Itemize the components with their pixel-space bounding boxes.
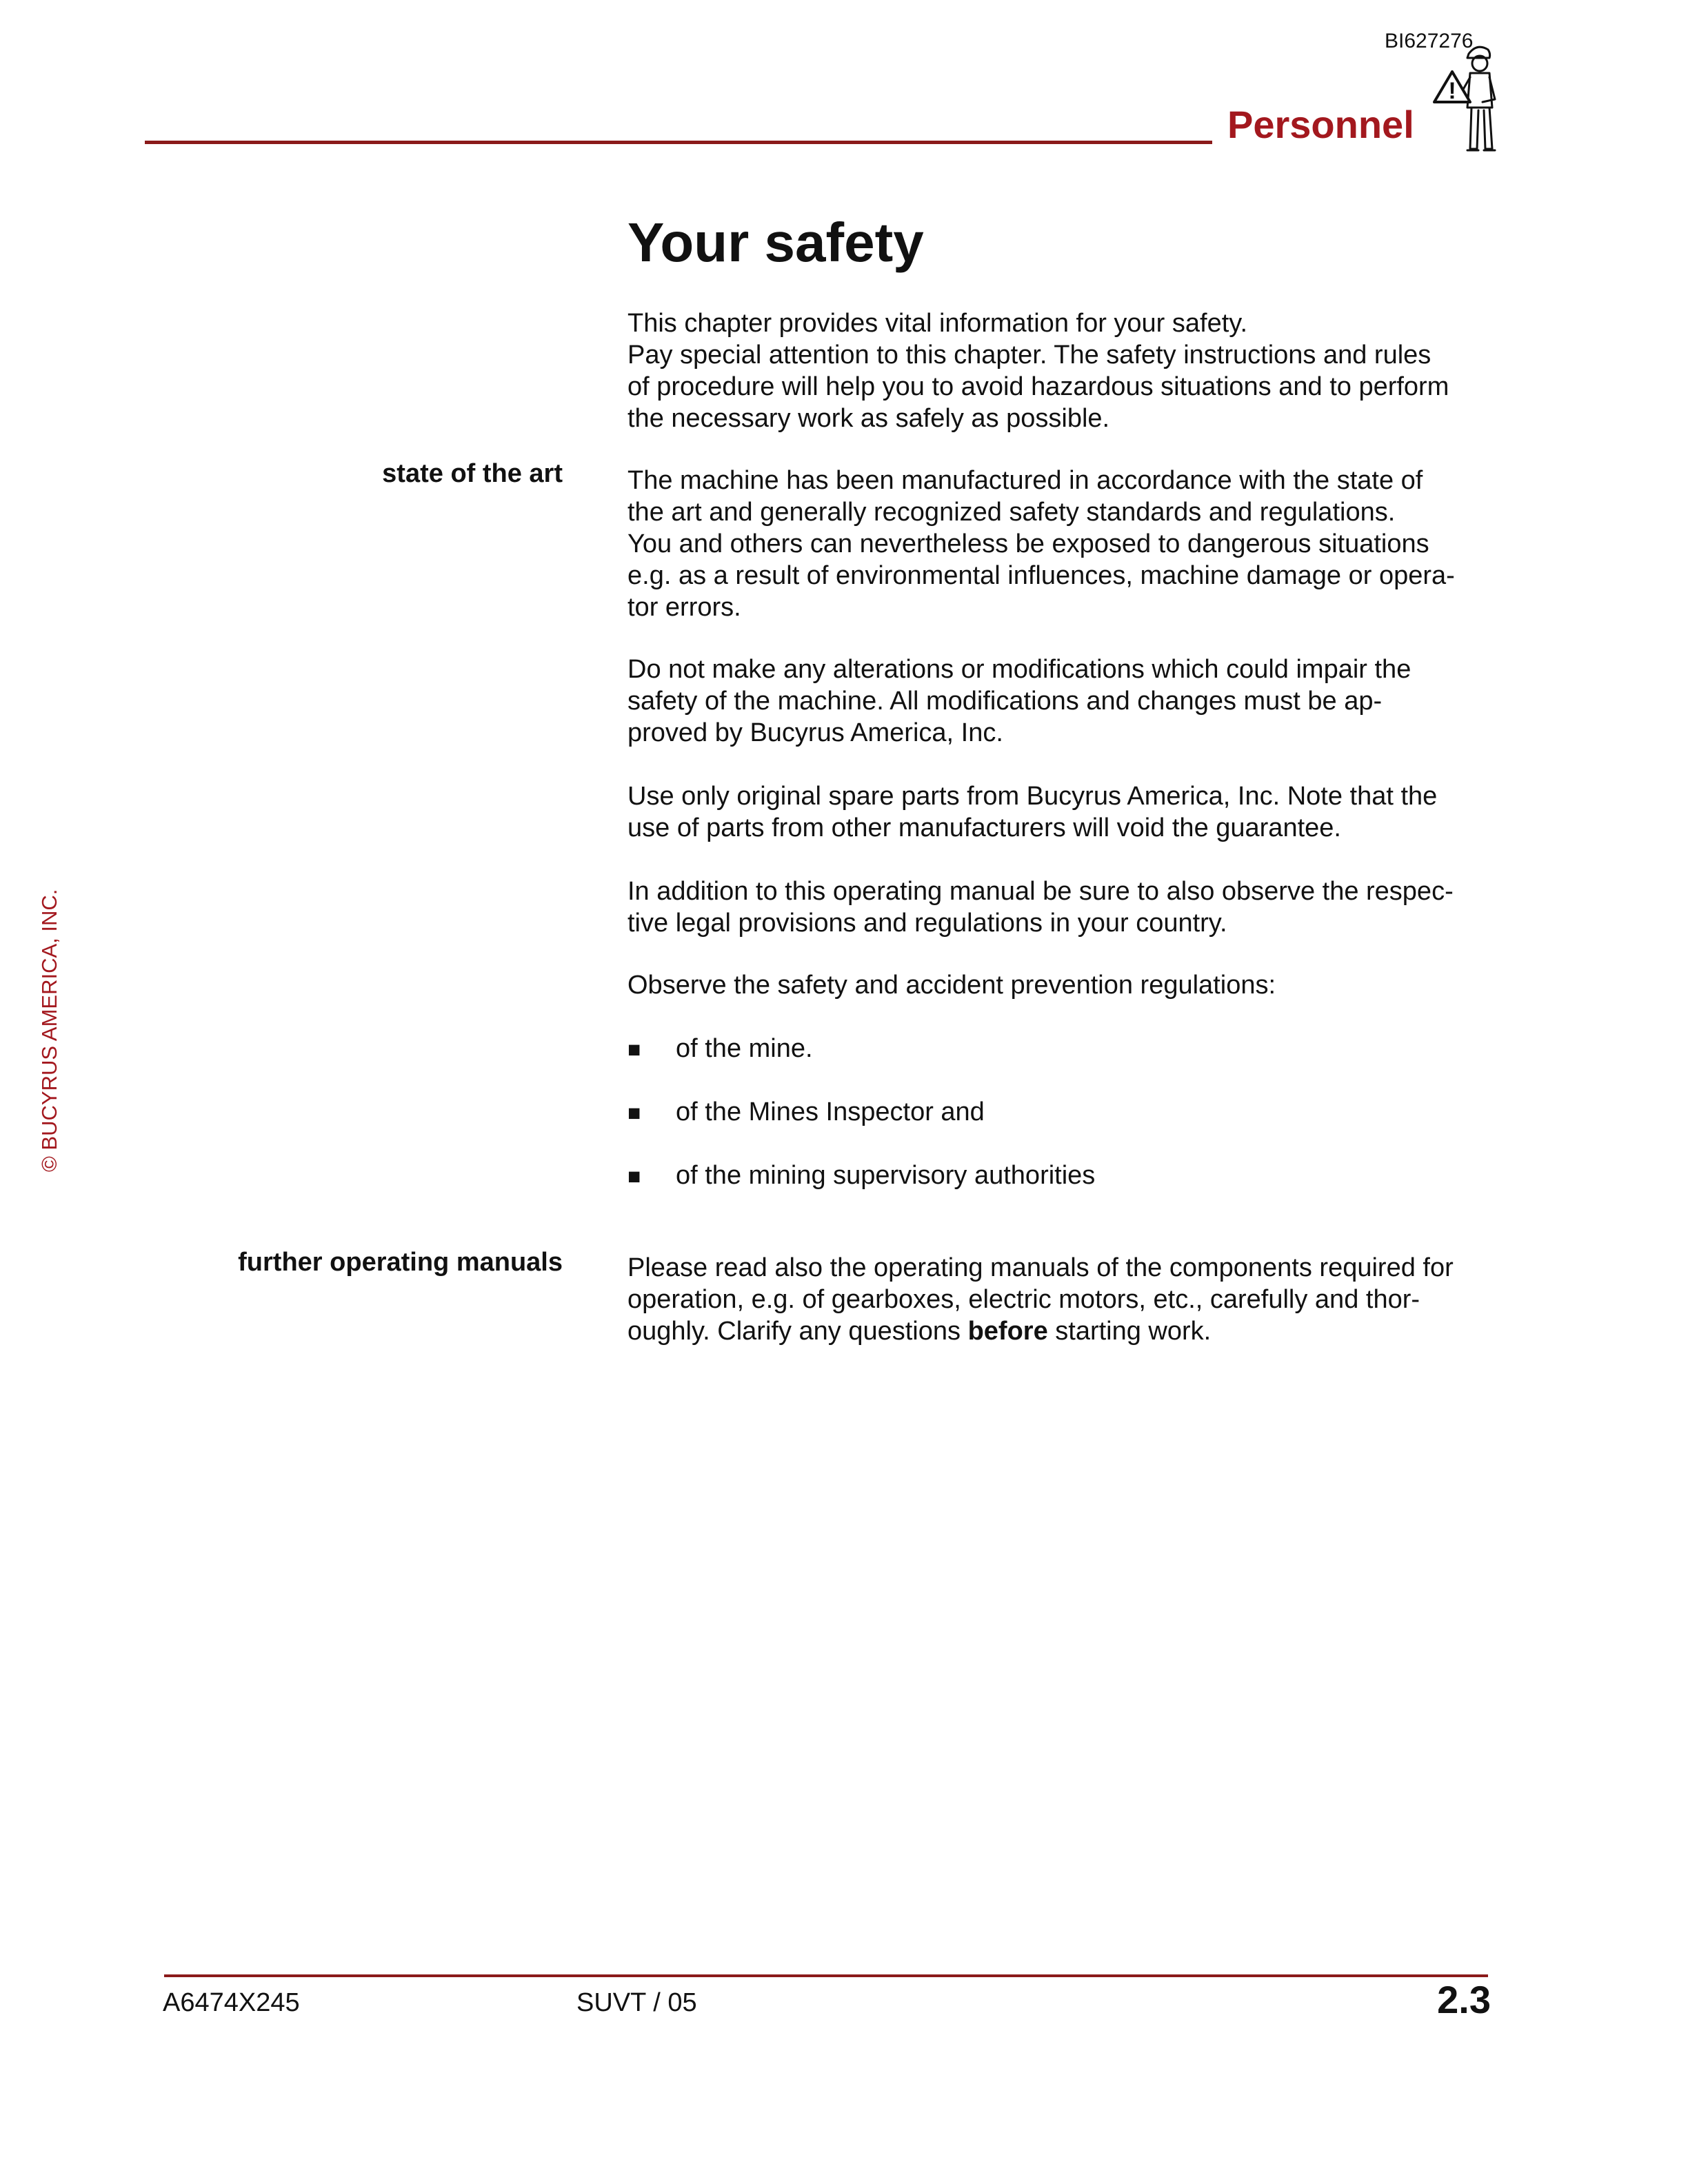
paragraph-line: Observe the safety and accident prevention regulations:: [627, 971, 1276, 1000]
document-number: A6474X245: [163, 1988, 300, 2017]
worker-with-warning-sign-icon: [1429, 33, 1517, 154]
alterations-paragraph: [627, 654, 1565, 749]
bullet-item: [627, 1160, 1095, 1192]
edition-code: SUVT / 05: [576, 1988, 697, 2017]
copyright-notice: © BUCYRUS AMERICA, INC.: [37, 889, 61, 1172]
paragraph-line: operation, e.g. of gearboxes, electric motors, etc., carefully and thor-: [627, 1285, 1420, 1314]
bullet-text: of the Mines Inspector and: [676, 1098, 985, 1126]
margin-label-state-of-the-art: state of the art: [382, 459, 563, 488]
paragraph-line: proved by Bucyrus America, Inc.: [627, 718, 1003, 747]
spare-parts-paragraph: [627, 780, 1565, 844]
bullet-square-icon: ■: [627, 1164, 641, 1189]
legal-provisions-paragraph: [627, 876, 1565, 939]
intro-line: the necessary work as safely as possible.: [627, 404, 1110, 433]
paragraph-line: [627, 1315, 1565, 1347]
header-rule: [145, 141, 1212, 144]
paragraph-line: The machine has been manufactured in accordance with the state of: [627, 466, 1423, 495]
footer-rule: [164, 1974, 1488, 1977]
intro-line: Pay special attention to this chapter. The safety instructions and rules: [627, 341, 1431, 370]
paragraph-line: e.g. as a result of environmental influences, machine damage or opera-: [627, 561, 1455, 590]
page-number: 2.3: [1437, 1978, 1491, 2021]
paragraph-line: the art and generally recognized safety standards and regulations.: [627, 498, 1396, 527]
bullet-text: of the mine.: [676, 1034, 813, 1063]
intro-line: This chapter provides vital information for your safety.: [627, 309, 1248, 338]
paragraph-line: You and others can nevertheless be exposed to dangerous situations: [627, 529, 1429, 558]
observe-paragraph: [627, 969, 1565, 1001]
bullet-square-icon: ■: [627, 1100, 641, 1125]
paragraph-line: Please read also the operating manuals of the components required for: [627, 1253, 1454, 1282]
intro-line: of procedure will help you to avoid hazardous situations and to perform: [627, 372, 1449, 401]
line-text: oughly. Clarify any questions: [627, 1317, 968, 1346]
paragraph-line: Do not make any alterations or modifications which could impair the: [627, 655, 1411, 684]
bullet-square-icon: ■: [627, 1037, 641, 1062]
paragraph-line: safety of the machine. All modifications and changes must be ap-: [627, 687, 1383, 716]
further-manuals-paragraph: [627, 1252, 1565, 1347]
emphasis-before: before: [967, 1317, 1048, 1346]
paragraph-line: In addition to this operating manual be sure to also observe the respec-: [627, 877, 1454, 906]
paragraph-line: Use only original spare parts from Bucyrus America, Inc. Note that the: [627, 782, 1438, 811]
paragraph-line: tive legal provisions and regulations in your country.: [627, 909, 1227, 938]
document-id: BI627276: [1385, 30, 1474, 52]
paragraph-line: use of parts from other manufacturers will void the guarantee.: [627, 813, 1341, 842]
line-text: starting work.: [1047, 1317, 1212, 1346]
bullet-text: of the mining supervisory authorities: [676, 1161, 1096, 1190]
margin-label-further-operating-manuals: further operating manuals: [238, 1248, 563, 1277]
svg-text:!: !: [1448, 78, 1456, 104]
intro-paragraph: [627, 307, 1565, 434]
bullet-item: [627, 1096, 985, 1129]
paragraph-line: tor errors.: [627, 593, 741, 622]
section-title: Personnel: [1227, 103, 1414, 146]
state-of-the-art-paragraph: [627, 465, 1565, 623]
page-title: Your safety: [627, 212, 924, 273]
bullet-item: [627, 1033, 813, 1065]
